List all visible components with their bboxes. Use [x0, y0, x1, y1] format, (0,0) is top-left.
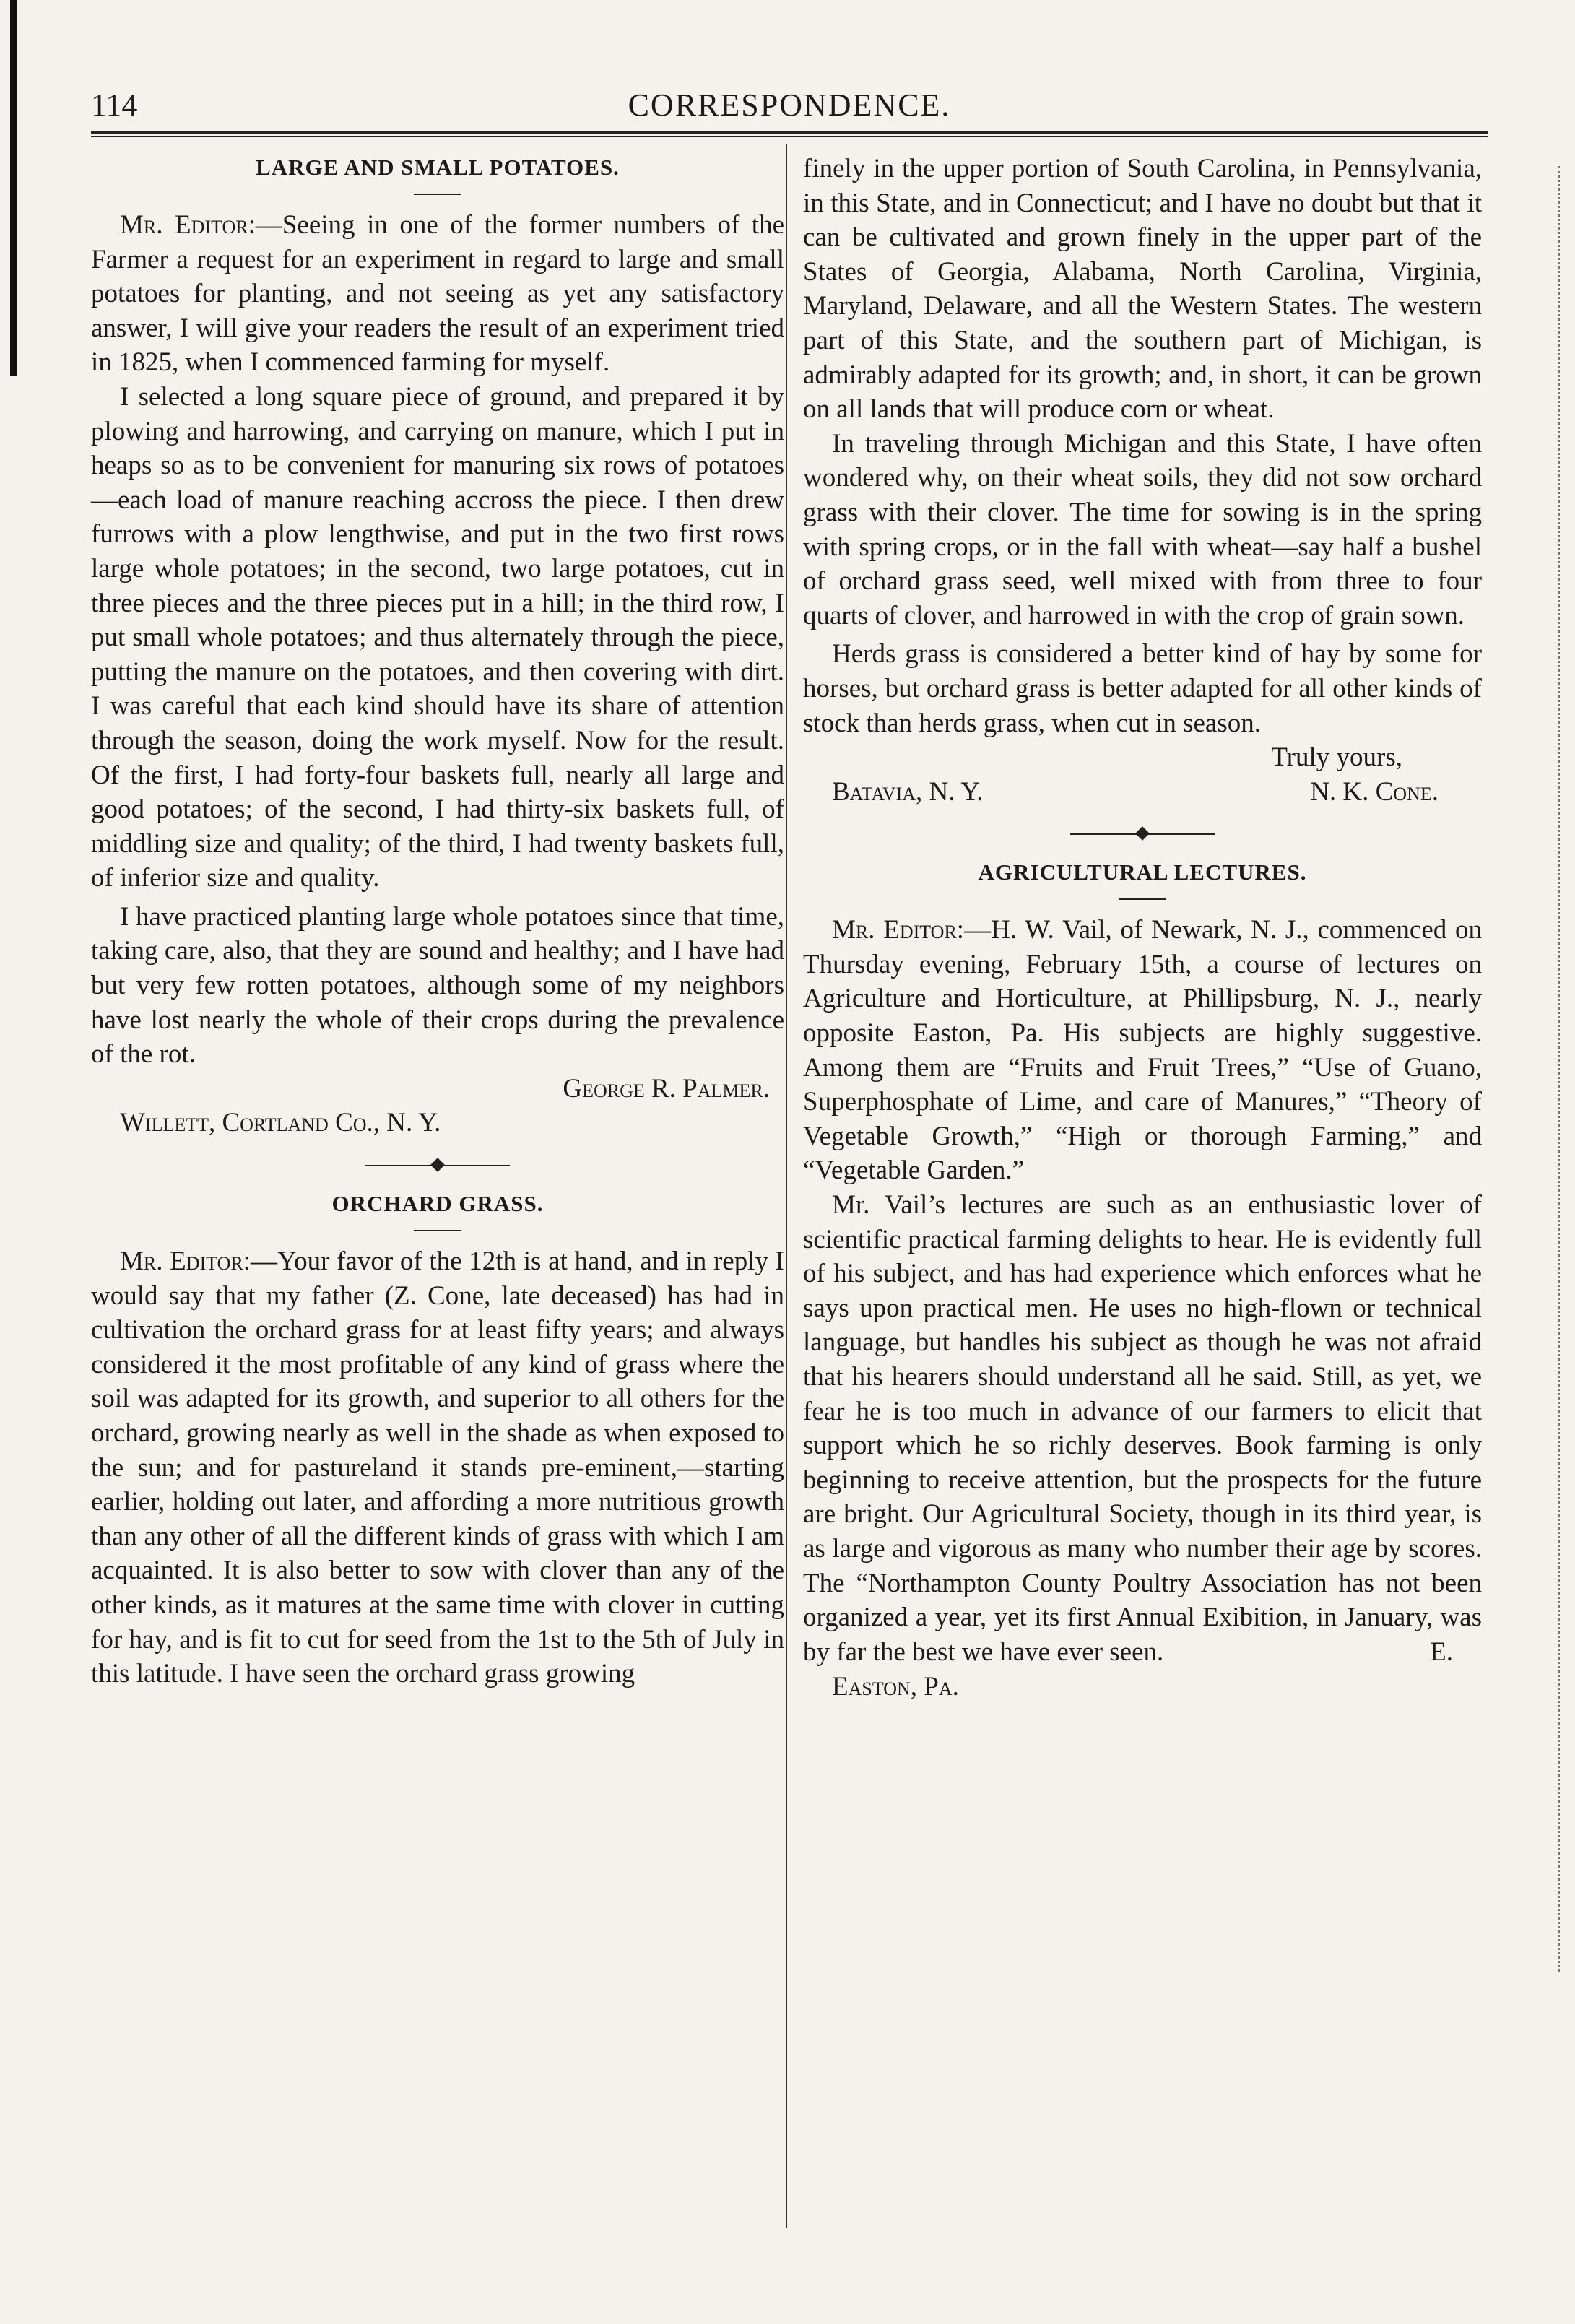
page-number: 114	[91, 87, 138, 123]
article-title-potatoes: LARGE AND SMALL POTATOES.	[256, 155, 620, 180]
binding-edge	[10, 0, 17, 376]
paragraph-text: —H. W. Vail, of Newark, N. J., commenced on Thursday evening, February 15th, a course of lectures on Agriculture and Horticulture, at Phillipsburg, N. J., nearly opposite Easton, Pa. His subjects are highly suggestive. Among them are “Fruits and Fruit Trees,” “Use of Guano, Superphosphate of Lime, and care of Manures,” “Theory of Vegetable Growth,” “High or thorough Farming,” and “Vegetable Garden.”	[803, 915, 1482, 1186]
salutation: Mr. Editor:	[832, 915, 965, 945]
paragraph	[91, 208, 784, 380]
dateline: Willett, Cortland Co., N. Y.	[120, 1108, 441, 1138]
paragraph: Herds grass is considered a better kind of hay by some for horses, but orchard grass is better adapted for all other kinds of stock than herds grass, when cut in season.	[803, 639, 1482, 738]
running-head: CORRESPONDENCE.	[628, 87, 951, 123]
article-title-lectures: AGRICULTURAL LECTURES.	[978, 859, 1307, 885]
paragraph: I selected a long square piece of ground, and prepared it by plowing and harrowing, and carrying on manure, which I put in heaps so as to be convenient for manuring six rows of potatoes—each load of manure reaching accross the piece. I then drew furrows with a plow lengthwise, and put in the two first rows large whole potatoes; in the second, two large potatoes, cut in three pieces and the three pieces put in a hill; in the third row, I put small whole potatoes; and thus alternately through the piece, putting the manure on the potatoes, and then covering with dirt. I was careful that each kind should have its share of attention through the season, doing the work myself. Now for the result. Of the first, I had forty-four baskets full, nearly all large and good potatoes; of the second, I had thirty-six baskets full, of middling size and quality; of the third, I had twenty baskets full, of inferior size and quality.	[91, 381, 784, 893]
signature: George R. Palmer.	[563, 1073, 770, 1104]
title-rule	[414, 1230, 461, 1231]
paragraph: I have practiced planting large whole potatoes since that time, taking care, also, that they are sound and healthy; and I have had but very few rotten potatoes, although some of my neighbors have lost nearly the whole of their crops during the prevalence of the rot.	[91, 901, 784, 1070]
dateline: Easton, Pa.	[832, 1671, 959, 1701]
salutation: Mr. Editor:	[120, 1246, 251, 1277]
section-ornament	[803, 823, 1482, 845]
signature: N. K. Cone.	[1310, 776, 1439, 807]
paragraph	[803, 913, 1482, 1188]
column-divider	[786, 144, 787, 2228]
salutation: Mr. Editor:	[120, 210, 256, 240]
closing: Truly yours,	[1271, 742, 1402, 773]
paragraph: In traveling through Michigan and this State, I have often wondered why, on their wheat soils, they did not sow orchard grass with their clover. The time for sowing is in the spring with spring crops, or in the fall with wheat—say half a bushel of orchard grass seed, well mixed with from three to four quarts of clover, and harrowed in with the crop of grain sown.	[803, 428, 1482, 630]
paragraph-continued: finely in the upper portion of South Carolina, in Pennsylvania, in this State, and in Connecticut; and I have no doubt but that it can be cultivated and grown finely in the upper part of the States of Georgia, Alabama, North Carolina, Virginia, Maryland, Delaware, and all the Western States. The western part of this State, and the southern part of Michigan, is admirably adapted for its growth; and, in short, it can be grown on all lands that will produce corn or wheat.	[803, 154, 1482, 425]
signature-line	[803, 775, 1482, 810]
signature: E.	[1430, 1637, 1453, 1668]
paragraph	[91, 1244, 784, 1691]
title-rule	[414, 194, 461, 195]
paragraph: Mr. Vail’s lectures are such as an enthusiastic lover of scientific practical farming delights to hear. He is evidently full of his subject, and has had experience which enforces what he says upon practical men. He uses no high-flown or technical language, but handles his subject as though he was not afraid that his hearers should understand all he said. Still, as yet, we fear he is too much in advance of our farmers to elicit that support which he so richly deserves. Book farming is only beginning to receive attention, but the prospects for the future are bright. Our Agricultural Society, though in its third year, is as large and vigorous as many who number their age by scores. The “Northampton County Poultry Association has not been organized a year, yet its first Annual Exibition, in January, was by far the best we have ever seen.	[803, 1190, 1482, 1667]
section-ornament	[91, 1155, 784, 1176]
left-column	[91, 152, 784, 1691]
page-header	[91, 87, 1488, 130]
dateline: Batavia, N. Y.	[832, 776, 984, 807]
page-edge	[1558, 166, 1562, 1972]
header-rule	[91, 131, 1488, 137]
paragraph-text: —Your favor of the 12th is at hand, and in reply I would say that my father (Z. Cone, late deceased) has had in cultivation the orchard grass for at least fifty years; and always considered it the most profitable of any kind of grass where the soil was adapted for its growth, and superior to all others for the orchard, growing nearly as well in the shade as when exposed to the sun; and for pastureland it stands pre-eminent,—starting earlier, holding out later, and affording a more nutritious growth than any other of all the different kinds of grass with which I am acquainted. It is also better to sow with clover than any of the other kinds, as it matures at the same time with clover in cutting for hay, and is fit to cut for seed from the 1st to the 5th of July in this latitude. I have seen the orchard grass growing	[91, 1246, 785, 1689]
article-title-orchard: ORCHARD GRASS.	[331, 1191, 544, 1217]
paragraph-text: —Seeing in one of the former numbers of the Farmer a request for an experiment in regard to large and small potatoes for planting, and not seeing as yet any satisfactory answer, I will give your readers the result of an experiment tried in 1825, when I commenced farming for myself.	[91, 210, 784, 378]
title-rule	[1119, 898, 1166, 900]
right-column	[803, 152, 1482, 1704]
